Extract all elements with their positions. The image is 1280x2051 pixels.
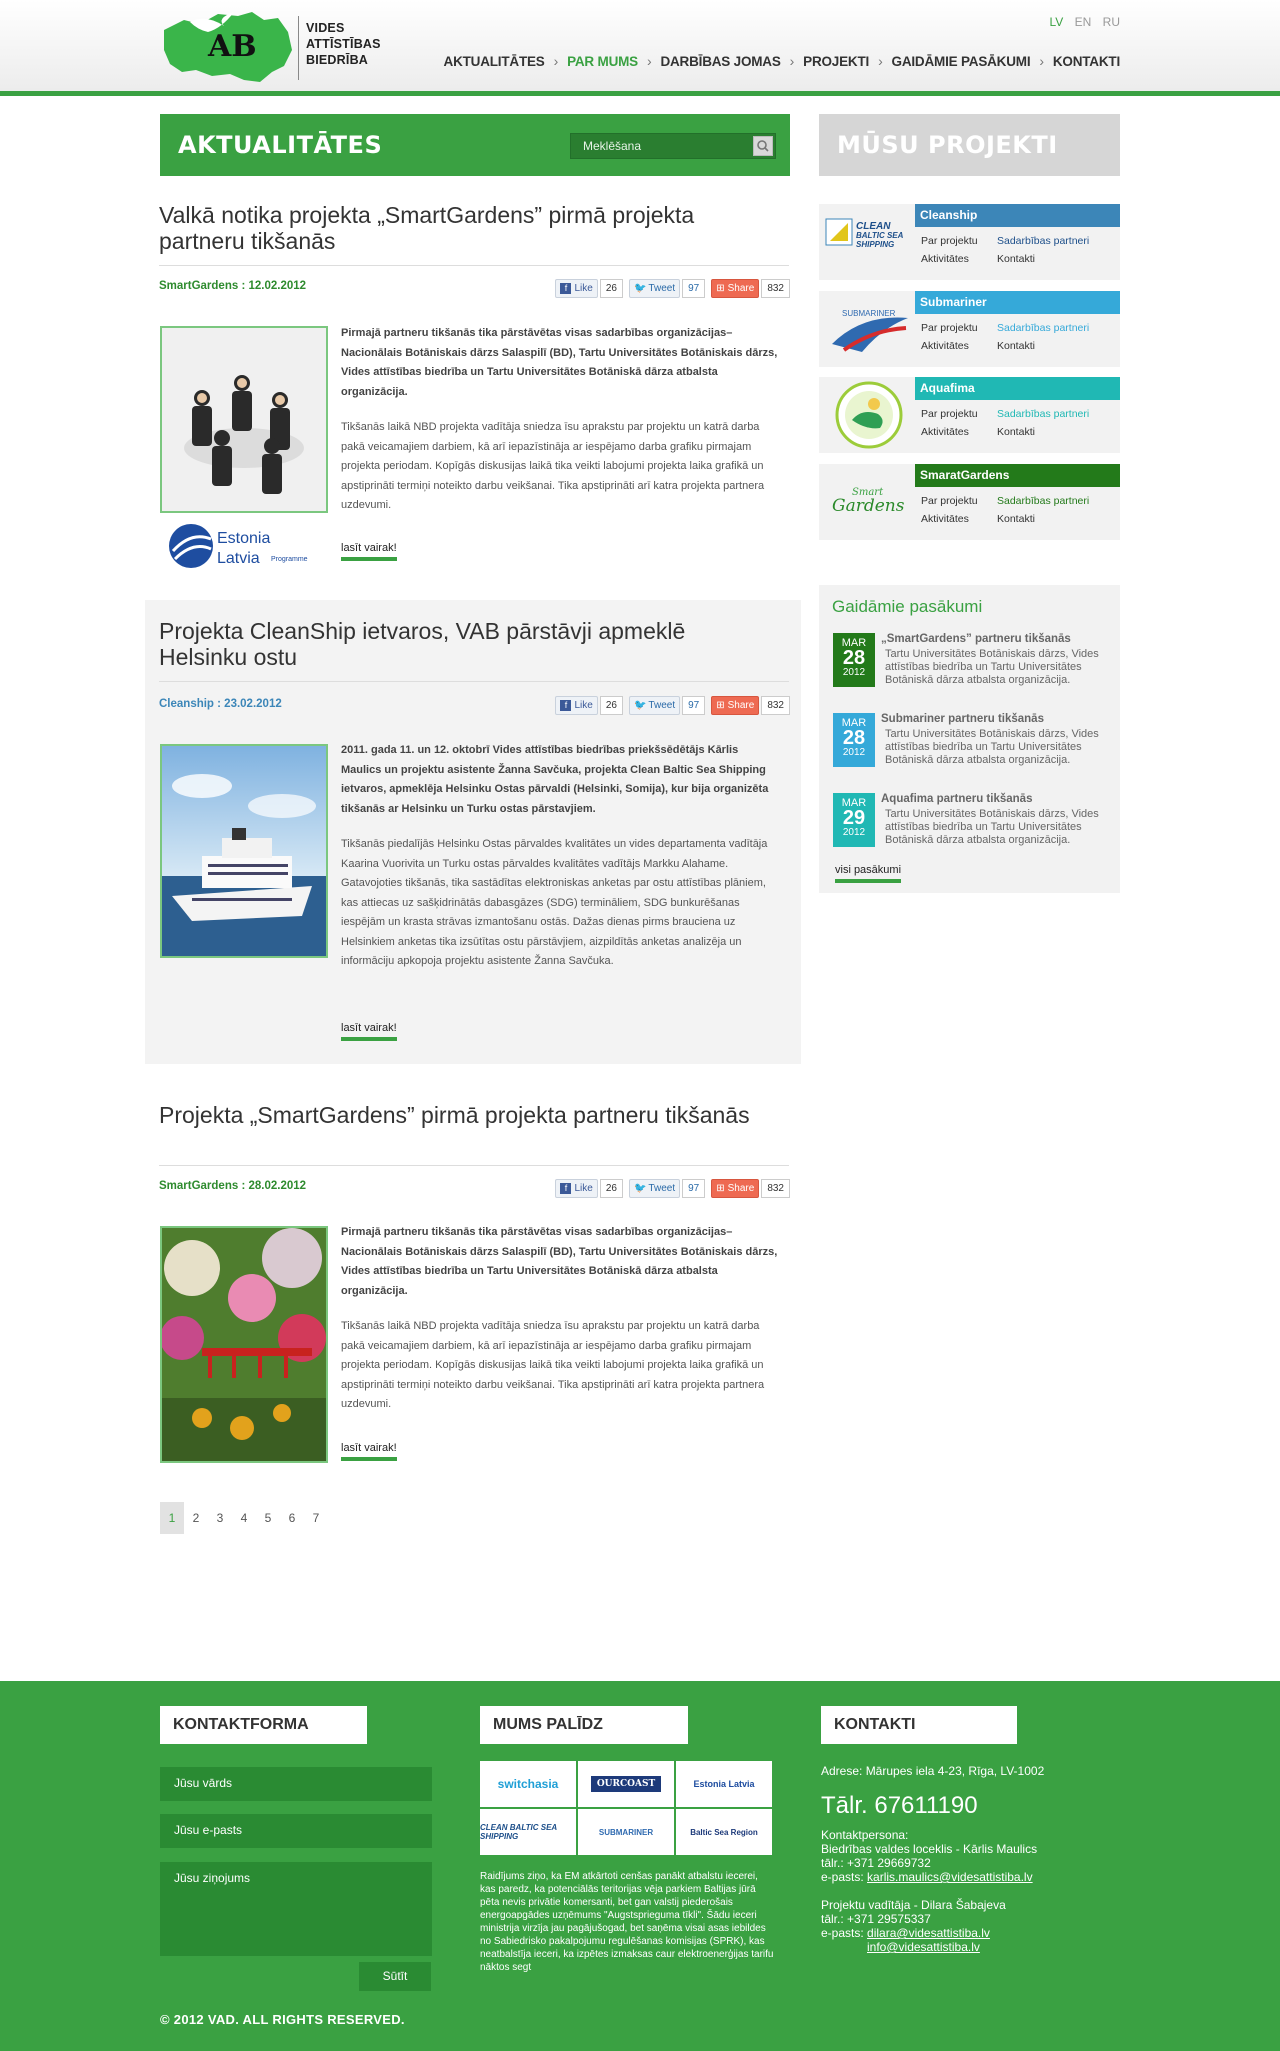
page-5[interactable]: 5: [264, 1511, 272, 1525]
site-footer: [0, 1681, 1280, 2051]
person2-email-label: e-pasts:: [821, 1926, 864, 1940]
share-button[interactable]: [711, 1179, 759, 1198]
person1-email-label: e-pasts:: [821, 1870, 864, 1884]
article-paragraph: Gatavojoties tikšanās, tika sastādītas elektroniskas anketas par ostu attīstības plāniem, kas attiecas uz sašķidrinātās dabasgāzes (SDG) termināliem, SDG bunkurēšanas iespējām un krasta strāvas izmantošanu ostās. Dažas dienas pirms brauciena uz Helsinkiem anketas tika izsūtītas ostu pārstāvjiem, aizpildītās anketas analizēja un informāciju apkopoja projektu asistente Žanna Savčuka.: [341, 877, 766, 967]
article-image-ferry[interactable]: [160, 744, 328, 958]
project-link-contacts[interactable]: Kontakti: [997, 513, 1035, 525]
like-count: 26: [600, 279, 623, 298]
tweet-label: Tweet: [648, 1183, 676, 1194]
tweet-button[interactable]: [629, 1179, 680, 1198]
partner-logo-submariner[interactable]: SUBMARINER: [578, 1809, 674, 1855]
like-label: Like: [574, 700, 593, 711]
article-paragraph: Tikšanās laikā NBD projekta vadītāja sniedza īsu aprakstu par projektu un katrā darba pakā veicamajiem darbiem, kā arī iepazīstināja ar iespējamo darba grafiku pirmajam projekta periodam. Kopīgās diskusijas laikā tika veikti labojumi projekta laika grafikā un apstiprināti termiņi noteikto darbu veikšanai. Tika apstiprināti arī katra projekta partnera uzdevumi.: [341, 421, 765, 511]
project-link-activities[interactable]: Aktivitātes: [921, 340, 969, 352]
person1-phone: tālr.: +371 29669732: [821, 1856, 931, 1870]
lang-ru[interactable]: RU: [1102, 15, 1120, 29]
logo-line-3: BIEDRĪBA: [306, 53, 369, 67]
chevron-right-icon: ›: [646, 53, 652, 69]
partner-logo-estonia-latvia[interactable]: Estonia Latvia: [676, 1761, 772, 1807]
project-card-aquafima: [819, 377, 1120, 453]
svg-text:SUBMARINER: SUBMARINER: [842, 309, 896, 318]
smartgardens-logo[interactable]: [822, 467, 916, 537]
email-field[interactable]: Jūsu e-pasts: [160, 1814, 432, 1848]
project-link-about[interactable]: Par projektu: [921, 322, 978, 334]
project-link-contacts[interactable]: Kontakti: [997, 253, 1035, 265]
article-title[interactable]: Projekta „SmartGardens” pirmā projekta partneru tikšanās: [159, 1102, 750, 1128]
cleanship-logo[interactable]: [822, 207, 916, 277]
article-lead: Pirmajā partneru tikšanās tika pārstāvētas visas sadarbības organizācijas– Nacionālais Botāniskais dārzs Salaspilī (BD), Tartu Universitātes Botāniskais dārzs, Vides attīstības biedrība un Tartu Universitātes Botāniskā dārza atbalsta organizācija.: [341, 1226, 778, 1297]
facebook-icon: f: [560, 283, 571, 294]
article-body: [341, 741, 781, 988]
svg-text:BALTIC SEA: BALTIC SEA: [856, 231, 904, 240]
article-title[interactable]: Projekta CleanShip ietvaros, VAB pārstāvji apmeklē Helsinku ostu: [159, 618, 686, 670]
logo-text: [306, 20, 381, 68]
submariner-logo[interactable]: [822, 294, 916, 364]
facebook-like-button[interactable]: [555, 1179, 597, 1198]
article-meta[interactable]: Cleanship : 23.02.2012: [159, 698, 282, 710]
partner-logo-ourcoast[interactable]: [578, 1761, 674, 1807]
chevron-right-icon: ›: [878, 53, 883, 69]
article-meta[interactable]: SmartGardens : 12.02.2012: [159, 280, 307, 292]
chevron-right-icon: ›: [789, 53, 795, 69]
social-buttons: [555, 1179, 790, 1198]
project-link-activities[interactable]: Aktivitātes: [921, 513, 969, 525]
divider: [159, 681, 789, 682]
address: Adrese: Mārupes iela 4-23, Rīga, LV-1002: [821, 1764, 1045, 1778]
project-name[interactable]: SmaratGardens: [915, 464, 1120, 487]
site-header: [0, 0, 1280, 96]
share-count: 832: [761, 279, 790, 298]
read-more-link[interactable]: lasīt vairak!: [341, 1022, 397, 1041]
phone[interactable]: Tālr. 67611190: [821, 1792, 978, 1819]
article-paragraph: Tikšanās laikā NBD projekta vadītāja sniedza īsu aprakstu par projektu un katrā darba pakā veicamajiem darbiem, kā arī iepazīstināja ar iespējamo darba grafiku pirmajam projekta periodam. Kopīgās diskusijas laikā tika veikti labojumi projekta laika grafikā un apstiprināti termiņi noteikto darbu veikšanai. Tika apstiprināti arī katra projekta partnera uzdevumi.: [341, 1320, 765, 1410]
event-month: MAR: [841, 797, 867, 809]
project-link-partners[interactable]: Sadarbības partneri: [997, 235, 1090, 247]
project-card-smartgardens: [819, 464, 1120, 540]
info-email-link[interactable]: info@videsattistiba.lv: [867, 1940, 980, 1954]
svg-text:Estonia: Estonia: [217, 530, 271, 547]
person1-role: Biedrības valdes loceklis - Kārlis Maulics: [821, 1842, 1038, 1856]
twitter-icon: 🐦: [633, 700, 647, 711]
chevron-right-icon: ›: [1039, 53, 1044, 69]
events-heading: Gaidāmie pasākumi: [832, 597, 983, 616]
page-6[interactable]: 6: [288, 1511, 296, 1525]
contacts-block: [821, 1764, 1121, 1954]
article-meta[interactable]: SmartGardens : 28.02.2012: [159, 1180, 307, 1192]
page-7[interactable]: 7: [312, 1511, 320, 1525]
event-description: Tartu Universitātes Botāniskais dārzs, Vides attīstības biedrība un Tartu Universitātes Botāniskā dārza atbalsta organizācija.: [885, 648, 1099, 686]
event-year: 2012: [842, 667, 866, 678]
article-lead: Pirmajā partneru tikšanās tika pārstāvētas visas sadarbības organizācijas– Nacionālais Botāniskais dārzs Salaspilī (BD), Tartu Universitātes Botāniskais dārzs, Vides attīstības biedrība un Tartu Universitātes Botāniskā dārza atbalsta organizācija.: [341, 327, 778, 398]
page-4[interactable]: 4: [240, 1511, 248, 1525]
share-label: Share: [727, 1183, 755, 1194]
logo-line-1: VIDES: [306, 21, 345, 35]
page-title: AKTUALITĀTES: [178, 131, 383, 159]
social-buttons: [555, 279, 790, 298]
article-image-garden[interactable]: [160, 1226, 328, 1463]
share-button[interactable]: [711, 279, 759, 298]
project-link-activities[interactable]: Aktivitātes: [921, 253, 969, 265]
tweet-label: Tweet: [648, 283, 676, 294]
like-label: Like: [574, 283, 593, 294]
project-link-about[interactable]: Par projektu: [921, 495, 978, 507]
divider: [159, 1165, 789, 1166]
tweet-count: 97: [682, 696, 705, 715]
all-events-link[interactable]: visi pasākumi: [835, 864, 901, 883]
nav-aktualitates[interactable]: AKTUALITĀTES: [443, 53, 545, 69]
search-button[interactable]: [753, 136, 773, 156]
chevron-right-icon: ›: [553, 53, 559, 69]
svg-text:CLEAN: CLEAN: [856, 221, 891, 232]
person2-role: Projektu vadītāja - Dilara Šabajeva: [821, 1898, 1006, 1912]
message-field[interactable]: Jūsu ziņojums: [160, 1862, 432, 1956]
facebook-like-button[interactable]: [555, 696, 597, 715]
contacts-heading: KONTAKTI: [821, 1706, 1017, 1744]
site-logo[interactable]: [160, 10, 296, 84]
facebook-like-button[interactable]: [555, 279, 597, 298]
estonia-latvia-programme-logo: [167, 521, 317, 571]
aquafima-logo[interactable]: [822, 380, 916, 450]
facebook-icon: f: [560, 1183, 571, 1194]
tweet-button[interactable]: [629, 696, 680, 715]
svg-text:Smart: Smart: [852, 487, 884, 498]
partner-logo-switchasia[interactable]: switchasia: [480, 1761, 576, 1807]
search-input[interactable]: [571, 134, 751, 158]
svg-text:AB: AB: [208, 29, 257, 64]
main-nav: [444, 53, 1120, 69]
news-article: [145, 196, 801, 580]
share-label: Share: [727, 283, 755, 294]
event-month: MAR: [841, 717, 867, 729]
person1-email-link[interactable]: karlis.maulics@videsattistiba.lv: [867, 1870, 1033, 1884]
twitter-icon: 🐦: [633, 1183, 647, 1194]
tweet-count: 97: [682, 279, 705, 298]
article-lead: 2011. gada 11. un 12. oktobrī Vides attīstības biedrības priekšsēdētājs Kārlis Maulics un projektu asistente Žanna Savčuka, projekta Clean Baltic Sea Shipping ietvaros, apmeklēja Helsinku Ostas pārvaldi (Helsinki, Somija), kur bija organizēta tikšanās ar Helsinku un Turku ostas pārstavjiem.: [341, 744, 769, 815]
twitter-icon: 🐦: [633, 283, 647, 294]
contact-form-heading: KONTAKTFORMA: [160, 1706, 367, 1744]
pagination: [160, 1502, 328, 1534]
tweet-count: 97: [682, 1179, 705, 1198]
contact-person-label: Kontaktpersona:: [821, 1828, 909, 1842]
upcoming-events: [819, 585, 1120, 893]
like-count: 26: [600, 1179, 623, 1198]
send-button[interactable]: Sūtīt: [359, 1962, 431, 1991]
tweet-label: Tweet: [648, 700, 676, 711]
svg-text:Latvia: Latvia: [217, 550, 260, 567]
page-2[interactable]: 2: [192, 1511, 200, 1525]
project-link-contacts[interactable]: Kontakti: [997, 340, 1035, 352]
tweet-button[interactable]: [629, 279, 680, 298]
project-card-cleanship: [819, 204, 1120, 280]
nav-gaidamie-pasakumi[interactable]: GAIDĀMIE PASĀKUMI: [891, 53, 1031, 69]
event-year: 2012: [842, 827, 866, 838]
helpers-text: Raidījums ziņo, ka EM atkārtoti cenšas panākt atbalstu iecerei, kas paredz, ka potenciālās teritorijas vēja parkiem Baltijas jūrā pēta nevis privātie komersanti, bet gan valstij piederošais energoapgādes uzņēmums "Augstsprieguma tīkli". Šādu ieceri ministrija virzīja jau pagājušogad, bet saņēma visai asas iebildes no Sabiedrisko pakalpojumu regulēšanas komisijas (SPRK), kas neatbalstīja ieceri, ka izpētes izmaksas caur elektroenerģijas tarifu nāktos segt: [480, 1871, 774, 1973]
news-banner: [160, 114, 790, 176]
name-field[interactable]: Jūsu vārds: [160, 1767, 432, 1801]
share-label: Share: [727, 700, 755, 711]
projects-heading: MŪSU PROJEKTI: [837, 131, 1058, 159]
event-year: 2012: [842, 747, 866, 758]
copyright: © 2012 VAD. ALL RIGHTS RESERVED.: [160, 2012, 405, 2027]
article-image-meeting[interactable]: [160, 326, 328, 513]
event-date-badge: [833, 633, 875, 687]
project-link-about[interactable]: Par projektu: [921, 408, 978, 420]
social-buttons: [555, 696, 790, 715]
plus-icon: ⊞: [716, 283, 725, 294]
article-body: [341, 324, 781, 532]
person2-phone: tālr.: +371 29575337: [821, 1912, 931, 1926]
plus-icon: ⊞: [716, 1183, 725, 1194]
read-more-link[interactable]: lasīt vairak!: [341, 1442, 397, 1461]
share-count: 832: [761, 1179, 790, 1198]
event-day: 28: [842, 647, 866, 669]
project-name[interactable]: Submariner: [915, 291, 1120, 314]
article-title[interactable]: Valkā notika projekta „SmartGardens” pirmā projekta partneru tikšanās: [159, 202, 695, 254]
projects-banner: [819, 114, 1120, 176]
logo-divider: [298, 16, 299, 80]
divider: [159, 265, 789, 266]
language-switcher: [1042, 15, 1121, 29]
ourcoast-label: OURCOAST: [591, 1776, 661, 1792]
project-name[interactable]: Cleanship: [915, 204, 1120, 227]
event-title[interactable]: „SmartGardens” partneru tikšanās: [881, 633, 1071, 645]
svg-text:SHIPPING: SHIPPING: [856, 240, 895, 249]
event-description: Tartu Universitātes Botāniskais dārzs, Vides attīstības biedrība un Tartu Universitātes Botāniskā dārza atbalsta organizācija.: [885, 808, 1099, 846]
svg-text:Gardens: Gardens: [832, 496, 905, 516]
project-link-partners[interactable]: Sadarbības partneri: [997, 322, 1090, 334]
search-box: [570, 133, 776, 159]
person2-email-link[interactable]: dilara@videsattistiba.lv: [867, 1926, 990, 1940]
page-1[interactable]: 1: [160, 1502, 184, 1534]
project-link-partners[interactable]: Sadarbības partneri: [997, 495, 1090, 507]
news-article: [145, 600, 801, 1064]
like-label: Like: [574, 1183, 593, 1194]
plus-icon: ⊞: [716, 700, 725, 711]
nav-kontakti[interactable]: KONTAKTI: [1052, 53, 1120, 69]
project-card-submariner: [819, 291, 1120, 367]
article-body: [341, 1223, 781, 1431]
project-link-activities[interactable]: Aktivitātes: [921, 426, 969, 438]
project-link-contacts[interactable]: Kontakti: [997, 426, 1035, 438]
share-button[interactable]: [711, 696, 759, 715]
event-title[interactable]: Aquafima partneru tikšanās: [881, 793, 1033, 805]
partner-logo-baltic-sea-region[interactable]: Baltic Sea Region: [676, 1809, 772, 1855]
nav-par-mums[interactable]: PAR MUMS: [567, 53, 638, 69]
project-name[interactable]: Aquafima: [915, 377, 1120, 400]
logo-line-2: ATTĪSTĪBAS: [306, 37, 381, 51]
partner-logos: [480, 1761, 770, 1857]
facebook-icon: f: [560, 700, 571, 711]
event-day: 28: [842, 727, 866, 749]
lang-lv[interactable]: LV: [1049, 15, 1064, 29]
project-link-about[interactable]: Par projektu: [921, 235, 978, 247]
event-date-badge: [833, 793, 875, 847]
nav-darbibas-jomas[interactable]: DARBĪBAS JOMAS: [660, 53, 781, 69]
page-3[interactable]: 3: [216, 1511, 224, 1525]
nav-projekti[interactable]: PROJEKTI: [803, 53, 870, 69]
search-icon: [754, 137, 772, 155]
lang-en[interactable]: EN: [1074, 15, 1092, 29]
partner-logo-cleanship[interactable]: CLEAN BALTIC SEA SHIPPING: [480, 1809, 576, 1855]
read-more-link[interactable]: lasīt vairak!: [341, 542, 397, 561]
svg-text:Programme: Programme: [271, 556, 308, 563]
article-paragraph: Tikšanās piedalījās Helsinku Ostas pārvaldes kvalitātes un vides departamenta vadītāja Kaarina Vuorivita un Turku ostas pārvaldes kvalitātes vadītājs Markku Alahame.: [341, 838, 768, 870]
event-date-badge: [833, 713, 875, 767]
share-count: 832: [761, 696, 790, 715]
event-title[interactable]: Submariner partneru tikšanās: [881, 713, 1044, 725]
helpers-heading: MUMS PALĪDZ: [480, 1706, 688, 1744]
event-month: MAR: [841, 637, 867, 649]
like-count: 26: [600, 696, 623, 715]
news-article: [145, 1084, 801, 1484]
project-link-partners[interactable]: Sadarbības partneri: [997, 408, 1090, 420]
event-day: 29: [842, 807, 866, 829]
event-description: Tartu Universitātes Botāniskais dārzs, Vides attīstības biedrība un Tartu Universitātes Botāniskā dārza atbalsta organizācija.: [885, 728, 1099, 766]
